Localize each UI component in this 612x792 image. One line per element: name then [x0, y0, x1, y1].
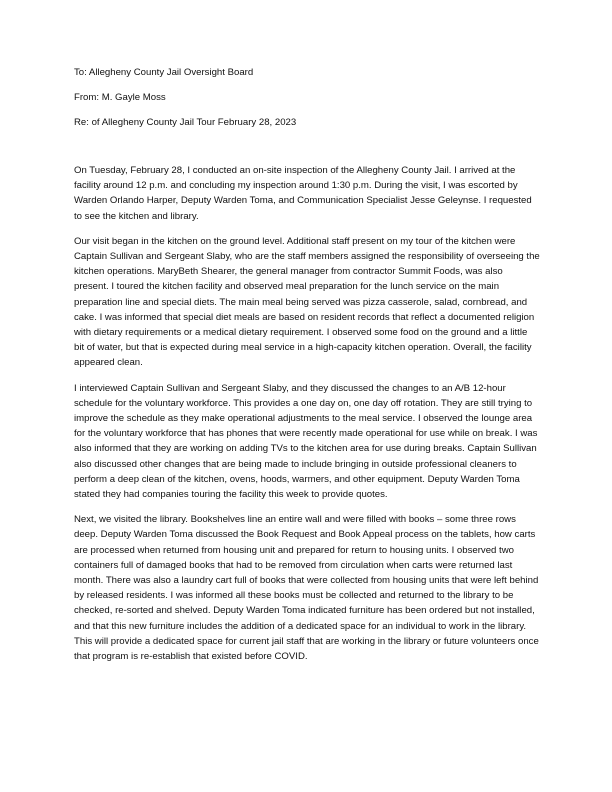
memo-from-line: From: M. Gayle Moss — [74, 92, 166, 103]
memo-header — [74, 66, 540, 129]
memo-to-line: To: Allegheny County Jail Oversight Board — [74, 67, 254, 78]
paragraph-inspection-overview: On Tuesday, February 28, I conducted an on-site inspection of the Allegheny County Jail. I arrived at the facility around 12 p.m. and concluding my inspection around 1:30 p.m. During the visit, I was escorted by Warden Orlando Harper, Deputy Warden Toma, and Communication Specialist Jesse Geleynse. I requested to see the kitchen and library. — [74, 165, 532, 222]
paragraph-library-visit: Next, we visited the library. Bookshelves line an entire wall and were filled with books – some three rows deep. Deputy Warden Toma discussed the Book Request and Book Appeal process on the tablets, how carts are processed when returned from housing unit and prepared for return to housing units. I observed two containers full of damaged books that had to be removed from circulation when carts were returned last month. There was also a laundry cart full of books that were collected from housing units that were left behind by released residents. I was informed all these books must be collected and returned to the library to be checked, re-sorted and shelved. Deputy Warden Toma indicated furniture has been ordered but not installed, and that this new furniture includes the addition of a dedicated space for an individual to work in the library. This will provide a dedicated space for current jail staff that are working in the library or future volunteers once that program is re-establish that existed before COVID. — [74, 514, 539, 663]
memo-re-line: Re: of Allegheny County Jail Tour February 28, 2023 — [74, 117, 297, 128]
memo-body — [74, 66, 540, 674]
paragraph-staff-interview: I interviewed Captain Sullivan and Sergeant Slaby, and they discussed the changes to an A/B 12-hour schedule for the voluntary workforce. This provides a one day on, one day off rotation. They are still trying to improve the schedule as they make operational adjustments to the meal service. I observed the lounge area for the voluntary workforce that has phones that were recently made operational for use while on break. I was also informed that they are working on adding TVs to the kitchen area for use during breaks. Captain Sullivan also discussed other changes that are being made to include bringing in outside professional cleaners to perform a deep clean of the kitchen, ovens, hoods, warmers, and other equipment. Deputy Warden Toma stated they had companies touring the facility this week to provide quotes. — [74, 382, 538, 501]
paragraph-kitchen-visit: Our visit began in the kitchen on the ground level. Additional staff present on my tour of the kitchen were Captain Sullivan and Sergeant Slaby, who are the staff members assigned the responsibility of overseeing the kitchen operations. MaryBeth Shearer, the general manager from contractor Summit Foods, was also present. I toured the kitchen facility and observed meal preparation for the lunch service on the main preparation line and special diets. The main meal being served was pizza casserole, salad, cornbread, and cake. I was informed that special diet meals are based on resident records that reflect a documented religion with dietary requirements or a medical dietary requirement. I observed some food on the ground and a little bit of water, but that is expected during meal service in a high-capacity kitchen operation. Overall, the facility appeared clean. — [74, 235, 540, 369]
